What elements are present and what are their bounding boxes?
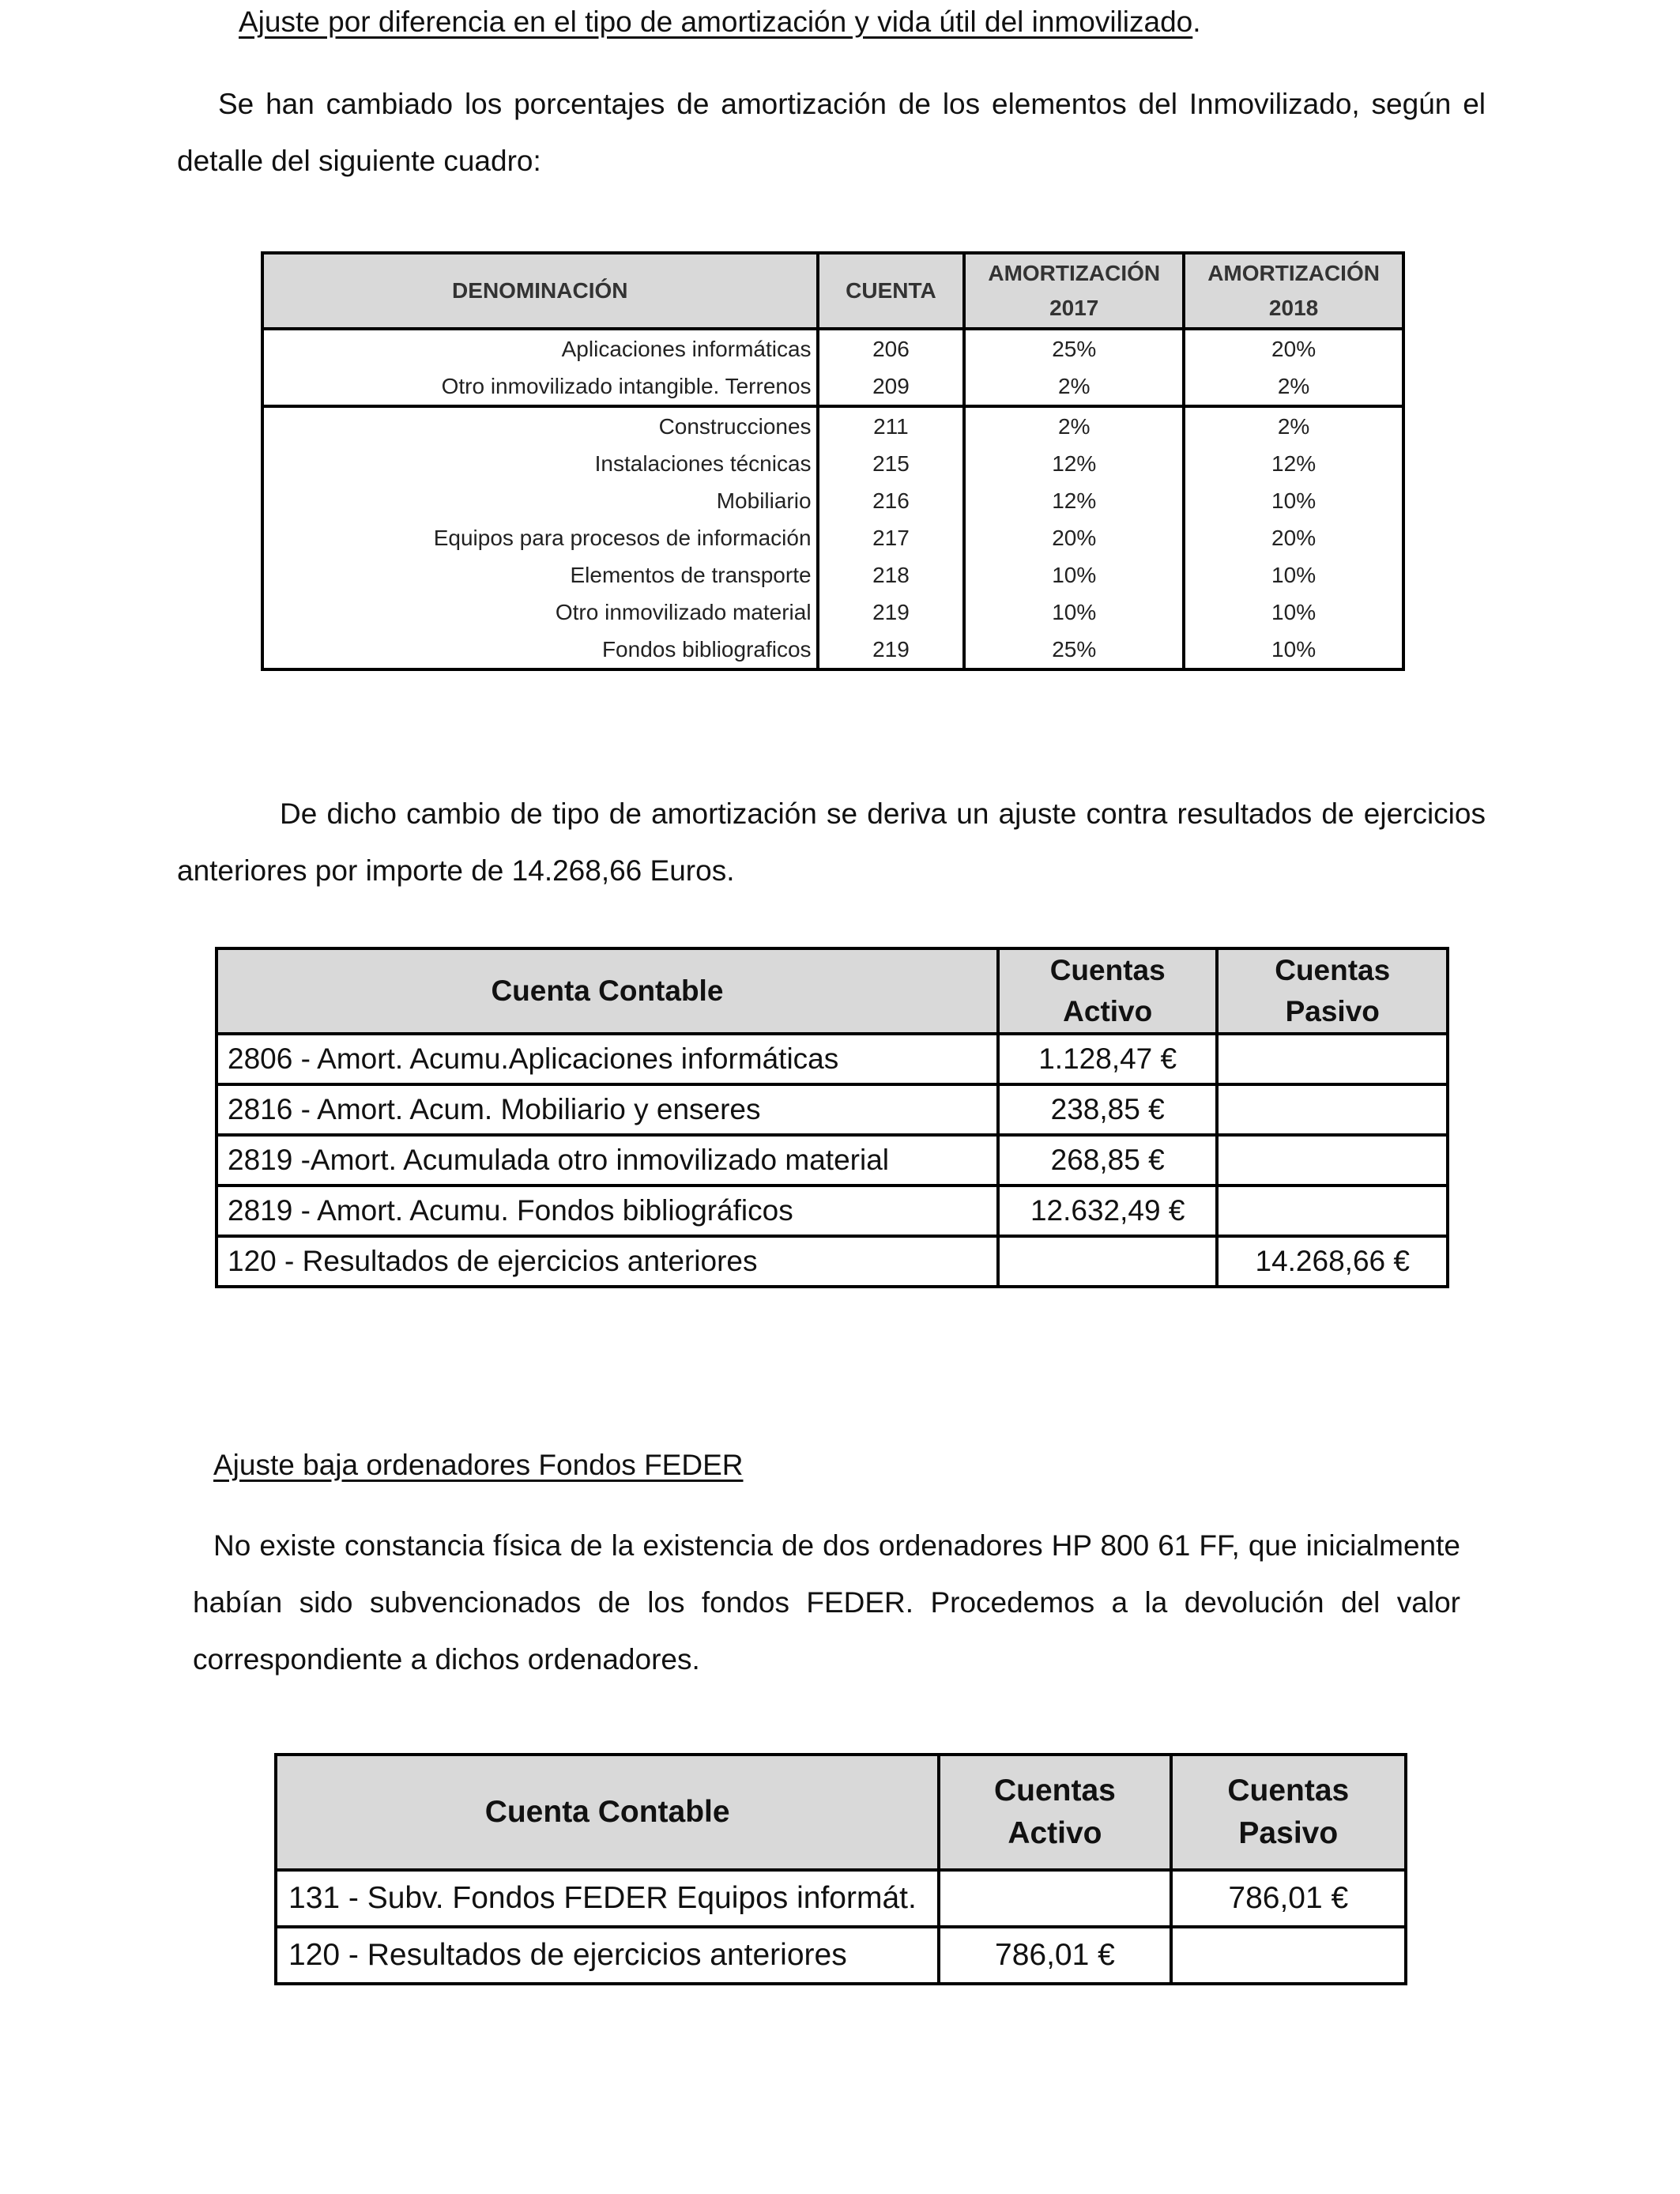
cell-cuenta: 217 xyxy=(818,519,965,556)
cell-pasivo xyxy=(1171,1927,1406,1984)
section1-intro-line2: detalle del siguiente cuadro: xyxy=(177,145,541,177)
cell-amort-2017: 25% xyxy=(964,329,1184,368)
cell-cuenta: 219 xyxy=(818,594,965,631)
table-row xyxy=(217,1236,1448,1287)
table-row xyxy=(217,1084,1448,1135)
cell-cuenta: 120 - Resultados de ejercicios anteriores xyxy=(276,1927,939,1984)
cell-pasivo: 786,01 € xyxy=(1171,1870,1406,1927)
table-row xyxy=(262,556,1403,594)
table-row xyxy=(262,519,1403,556)
cell-cuenta: 2819 -Amort. Acumulada otro inmovilizado material xyxy=(217,1135,998,1186)
header-cuentas-pasivo: Cuentas Pasivo xyxy=(1217,948,1448,1034)
cell-denominacion: Otro inmovilizado material xyxy=(262,594,818,631)
cell-amort-2017: 12% xyxy=(964,482,1184,519)
table-row xyxy=(217,1186,1448,1236)
cell-cuenta: 219 xyxy=(818,631,965,669)
cell-activo: 268,85 € xyxy=(998,1135,1218,1186)
table-header-row xyxy=(217,948,1448,1034)
table-row xyxy=(262,482,1403,519)
header-amort-2018: AMORTIZACIÓN 2018 xyxy=(1184,253,1403,329)
section2-para-line1: No existe constancia física de la existencia de dos ordenadores HP 800 61 FF, que inicialmente xyxy=(213,1529,1460,1562)
header-cuentas-activo: Cuentas Activo xyxy=(998,948,1218,1034)
cell-cuenta: 120 - Resultados de ejercicios anteriores xyxy=(217,1236,998,1287)
table-row xyxy=(262,406,1403,445)
section1-title-end: . xyxy=(1192,6,1201,38)
cell-amort-2017: 2% xyxy=(964,406,1184,445)
table-row xyxy=(262,445,1403,482)
cell-activo: 1.128,47 € xyxy=(998,1034,1218,1084)
section2-para-line2: habían sido subvencionados de los fondos FEDER. Procedemos a la devolución del valor xyxy=(193,1586,1460,1619)
cell-activo: 12.632,49 € xyxy=(998,1186,1218,1236)
cell-amort-2018: 2% xyxy=(1184,406,1403,445)
cell-amort-2017: 2% xyxy=(964,368,1184,406)
cell-amort-2018: 12% xyxy=(1184,445,1403,482)
cell-amort-2018: 10% xyxy=(1184,482,1403,519)
cell-amort-2017: 10% xyxy=(964,594,1184,631)
cell-denominacion: Mobiliario xyxy=(262,482,818,519)
table-header-row xyxy=(276,1755,1406,1870)
table-row xyxy=(217,1034,1448,1084)
cell-denominacion: Construcciones xyxy=(262,406,818,445)
header-cuentas-activo: Cuentas Activo xyxy=(939,1755,1170,1870)
header-cuentas-pasivo: Cuentas Pasivo xyxy=(1171,1755,1406,1870)
derive-line1: De dicho cambio de tipo de amortización se deriva un ajuste contra resultados de ejercicios xyxy=(280,797,1486,830)
table-row xyxy=(262,329,1403,368)
cell-amort-2018: 10% xyxy=(1184,556,1403,594)
journal-entry-table-1 xyxy=(215,947,1449,1288)
cell-amort-2017: 12% xyxy=(964,445,1184,482)
table-header-row xyxy=(262,253,1403,329)
table-row xyxy=(217,1135,1448,1186)
cell-denominacion: Otro inmovilizado intangible. Terrenos xyxy=(262,368,818,406)
table-row xyxy=(276,1927,1406,1984)
cell-denominacion: Instalaciones técnicas xyxy=(262,445,818,482)
section2-title: Ajuste baja ordenadores Fondos FEDER xyxy=(213,1449,744,1481)
header-amort-2017: AMORTIZACIÓN 2017 xyxy=(964,253,1184,329)
header-cuenta: CUENTA xyxy=(818,253,965,329)
cell-pasivo: 14.268,66 € xyxy=(1217,1236,1448,1287)
cell-cuenta: 2806 - Amort. Acumu.Aplicaciones informáticas xyxy=(217,1034,998,1084)
table-row xyxy=(276,1870,1406,1927)
cell-activo xyxy=(998,1236,1218,1287)
header-cuenta-contable: Cuenta Contable xyxy=(276,1755,939,1870)
cell-activo: 786,01 € xyxy=(939,1927,1170,1984)
cell-cuenta: 209 xyxy=(818,368,965,406)
cell-amort-2017: 20% xyxy=(964,519,1184,556)
header-denominacion: DENOMINACIÓN xyxy=(262,253,818,329)
section2-para-line3: correspondiente a dichos ordenadores. xyxy=(193,1643,700,1676)
cell-cuenta: 211 xyxy=(818,406,965,445)
header-cuenta-contable: Cuenta Contable xyxy=(217,948,998,1034)
cell-amort-2018: 2% xyxy=(1184,368,1403,406)
cell-amort-2018: 20% xyxy=(1184,519,1403,556)
cell-cuenta: 2816 - Amort. Acum. Mobiliario y enseres xyxy=(217,1084,998,1135)
derive-line2: anteriores por importe de 14.268,66 Euros. xyxy=(177,854,735,887)
cell-cuenta: 131 - Subv. Fondos FEDER Equipos informát. xyxy=(276,1870,939,1927)
section1-intro-line1: Se han cambiado los porcentajes de amortización de los elementos del Inmovilizado, según el xyxy=(218,88,1486,120)
cell-amort-2017: 25% xyxy=(964,631,1184,669)
section1-title: Ajuste por diferencia en el tipo de amortización y vida útil del inmovilizado xyxy=(239,6,1193,38)
section2-title-line xyxy=(213,1437,743,1494)
cell-amort-2018: 20% xyxy=(1184,329,1403,368)
cell-pasivo xyxy=(1217,1135,1448,1186)
cell-cuenta: 206 xyxy=(818,329,965,368)
journal-entry-table-2 xyxy=(274,1753,1407,1985)
cell-pasivo xyxy=(1217,1084,1448,1135)
cell-denominacion: Aplicaciones informáticas xyxy=(262,329,818,368)
cell-activo xyxy=(939,1870,1170,1927)
cell-activo: 238,85 € xyxy=(998,1084,1218,1135)
table-row xyxy=(262,594,1403,631)
cell-cuenta: 218 xyxy=(818,556,965,594)
cell-pasivo xyxy=(1217,1186,1448,1236)
cell-denominacion: Fondos bibliograficos xyxy=(262,631,818,669)
table-row xyxy=(262,368,1403,406)
cell-amort-2017: 10% xyxy=(964,556,1184,594)
cell-cuenta: 2819 - Amort. Acumu. Fondos bibliográficos xyxy=(217,1186,998,1236)
cell-amort-2018: 10% xyxy=(1184,631,1403,669)
cell-denominacion: Elementos de transporte xyxy=(262,556,818,594)
amortization-rates-table xyxy=(261,251,1405,671)
cell-pasivo xyxy=(1217,1034,1448,1084)
cell-denominacion: Equipos para procesos de información xyxy=(262,519,818,556)
section1-title-line xyxy=(239,0,1201,51)
cell-cuenta: 216 xyxy=(818,482,965,519)
cell-amort-2018: 10% xyxy=(1184,594,1403,631)
table-row xyxy=(262,631,1403,669)
cell-cuenta: 215 xyxy=(818,445,965,482)
